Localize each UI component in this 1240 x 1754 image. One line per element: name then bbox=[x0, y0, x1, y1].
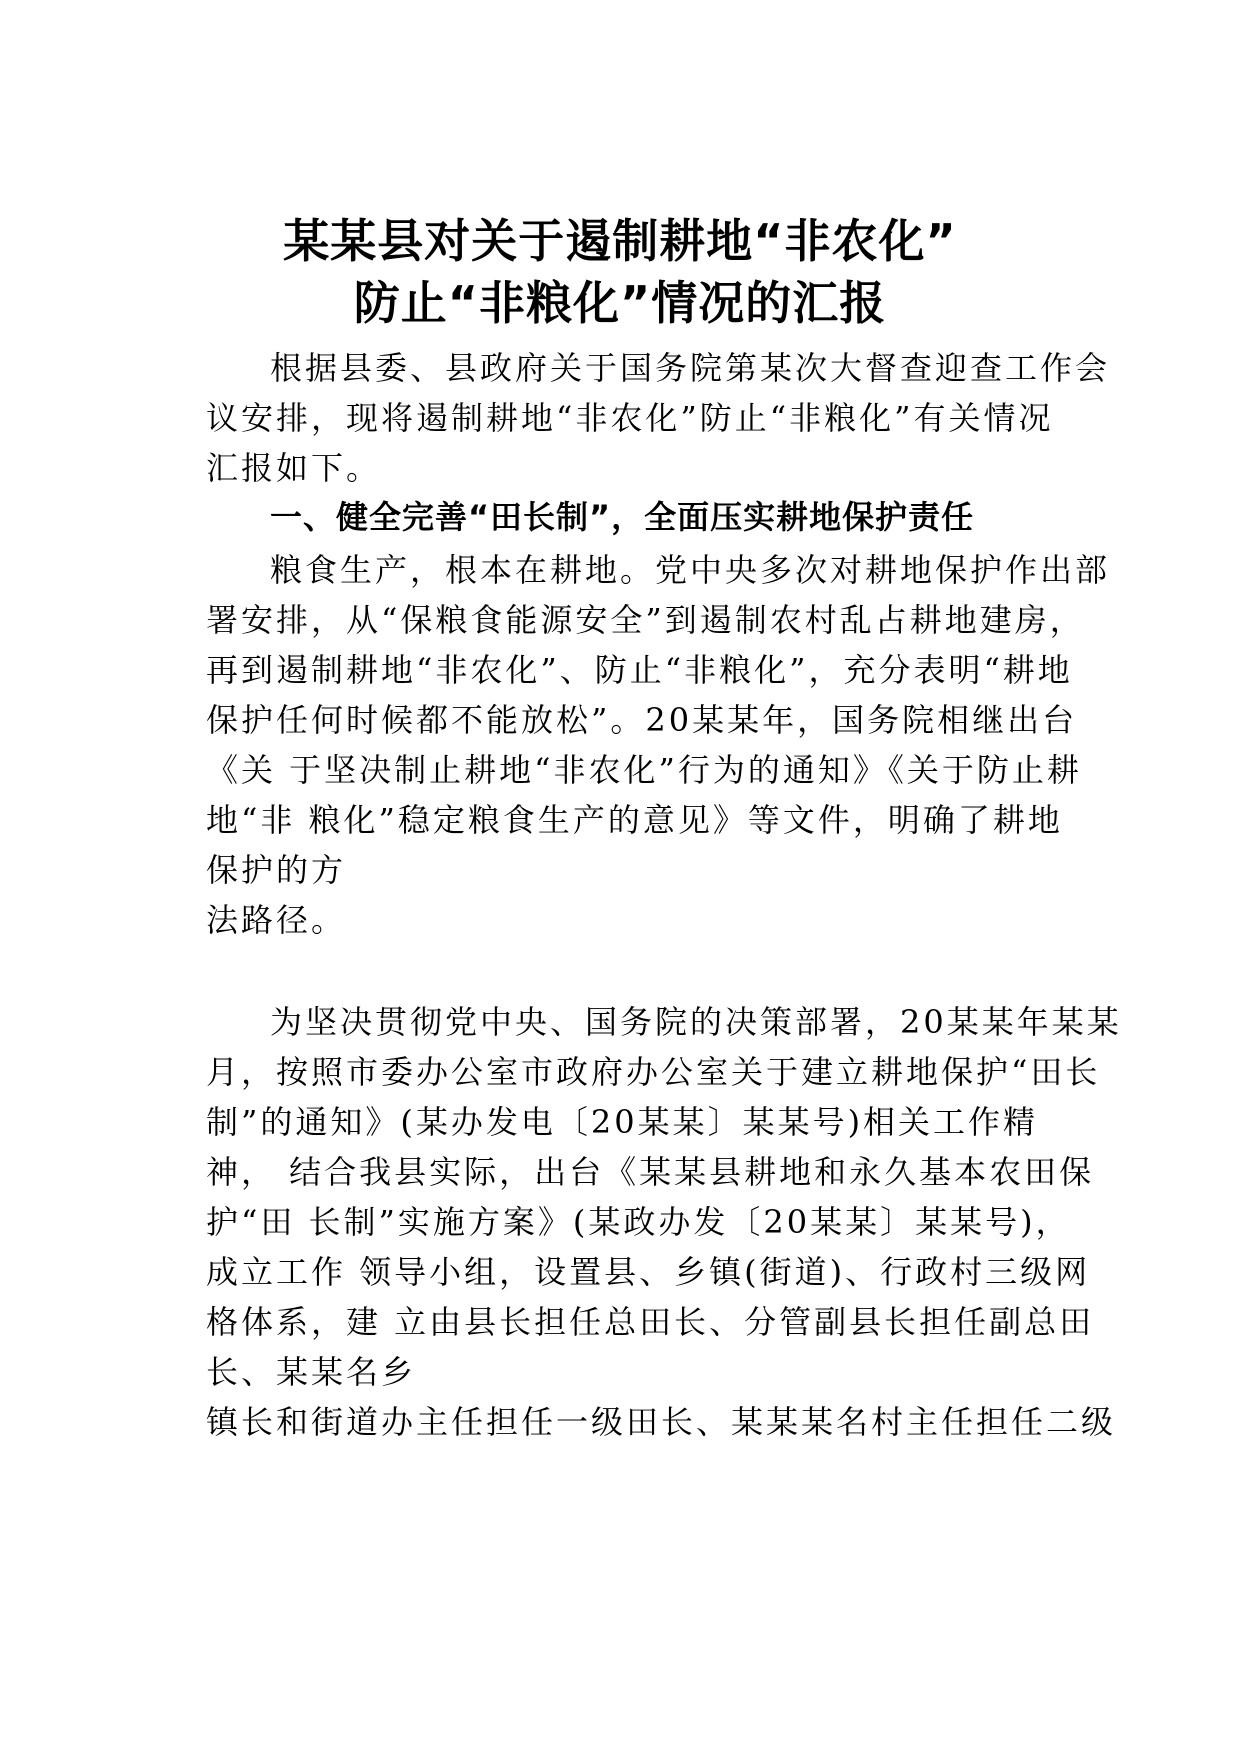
section-1-heading: 一、健全完善“田长制”，全面压实耕地保护责任 bbox=[270, 498, 975, 536]
para2-line-2: 月，按照市委办公室市政府办公室关于建立耕地保护“田长 bbox=[206, 1053, 1101, 1091]
para1-line-1: 粮食生产，根本在耕地。党中央多次对耕地保护作出部 bbox=[270, 551, 1111, 589]
para1-line-3: 再到遏制耕地“非农化”、防止“非粮化”，充分表明“耕地 bbox=[206, 651, 1073, 689]
para2-line-9: 镇长和街道办主任担任一级田长、某某某名村主任担任二级 bbox=[206, 1403, 1117, 1441]
intro-line-1: 根据县委、县政府关于国务院第某次大督查迎查工作会 bbox=[270, 349, 1111, 387]
document-title-line-1: 某某县对关于遏制耕地“非农化” bbox=[283, 214, 957, 268]
para1-line-2: 署安排，从“保粮食能源安全”到遏制农村乱占耕地建房， bbox=[206, 601, 1085, 639]
para2-line-3: 制”的通知》(某办发电〔20某某〕某某号)相关工作精 bbox=[206, 1103, 1039, 1141]
intro-line-3: 汇报如下。 bbox=[206, 449, 382, 487]
para1-line-7: 保护的方 bbox=[206, 851, 347, 889]
para1-line-5: 《关 于坚决制止耕地“非农化”行为的通知》《关于防止耕 bbox=[206, 751, 1082, 789]
para2-line-7: 格体系，建 立由县长担任总田长、分管副县长担任副总田 bbox=[206, 1303, 1095, 1341]
intro-line-2: 议安排，现将遏制耕地“非农化”防止“非粮化”有关情况 bbox=[206, 399, 1054, 437]
para2-line-4: 神， 结合我县实际，出台《某某县耕地和永久基本农田保 bbox=[206, 1153, 1095, 1191]
para2-line-8: 长、某某名乡 bbox=[206, 1353, 417, 1391]
para2-line-1: 为坚决贯彻党中央、国务院的决策部署，20某某年某某 bbox=[270, 1003, 1122, 1041]
para2-line-6: 成立工作 领导小组，设置县、乡镇(街道)、行政村三级网 bbox=[206, 1253, 1091, 1291]
para1-line-6: 地“非 粮化”稳定粮食生产的意见》等文件，明确了耕地 bbox=[206, 801, 1063, 839]
para1-line-8: 法路径。 bbox=[206, 901, 347, 939]
document-title-line-2: 防止“非粮化”情况的汇报 bbox=[353, 276, 887, 330]
para2-line-5: 护“田 长制”实施方案》(某政办发〔20某某〕某某号)， bbox=[206, 1203, 1071, 1241]
para1-line-4: 保护任何时候都不能放松”。20某某年，国务院相继出台 bbox=[206, 701, 1078, 739]
